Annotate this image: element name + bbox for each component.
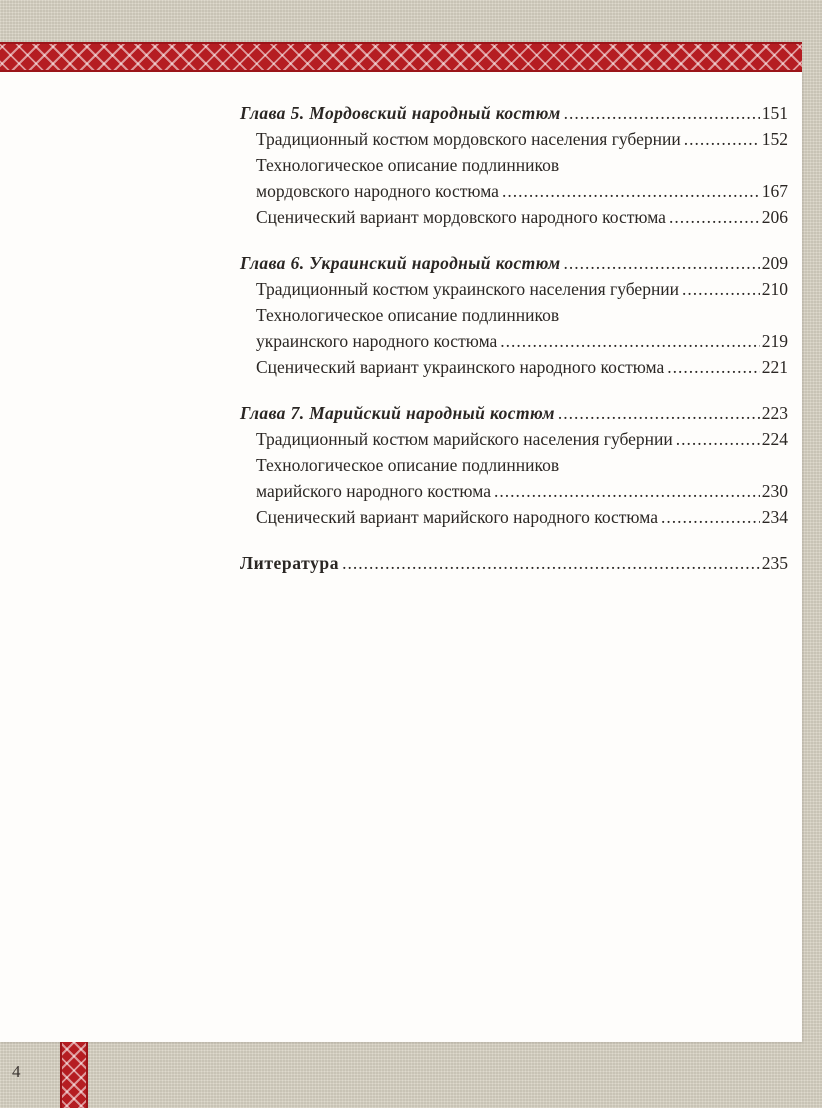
toc-entry[interactable]: [240, 426, 788, 452]
dot-leader: [564, 250, 760, 276]
toc-entry[interactable]: [240, 328, 788, 354]
dot-leader: [661, 504, 760, 530]
toc-literature[interactable]: [240, 550, 788, 576]
dot-leader: [502, 178, 760, 204]
page-ref: 224: [761, 429, 788, 449]
chapter-title: Глава 7. Марийский народный костюм: [240, 403, 555, 423]
page-ref: 219: [761, 331, 788, 351]
toc-entry[interactable]: [240, 178, 788, 204]
page-ref: 234: [761, 507, 788, 527]
entry-title: Сценический вариант марийского народного костюма: [256, 507, 658, 527]
chapter-title: Глава 5. Мордовский народный костюм: [240, 103, 561, 123]
page-number: 4: [12, 1062, 21, 1081]
chapter-block-5: [240, 100, 788, 230]
entry-title: Сценический вариант мордовского народного костюма: [256, 207, 666, 227]
bottom-ornament-band: [60, 1042, 88, 1108]
toc-entry[interactable]: [240, 204, 788, 230]
dot-leader: [669, 204, 760, 230]
dot-leader: [682, 276, 760, 302]
entry-title: Технологическое описание подлинников: [256, 455, 560, 475]
page-ref: 152: [761, 129, 788, 149]
page-ref: 235: [761, 553, 788, 573]
dot-leader: [342, 550, 760, 576]
page-ref: 209: [761, 253, 788, 273]
page-ref: 230: [761, 481, 788, 501]
toc-chapter-6[interactable]: [240, 250, 788, 276]
entry-title: Технологическое описание подлинников: [256, 305, 560, 325]
toc-entry-line[interactable]: [240, 302, 788, 328]
toc-entry[interactable]: [240, 354, 788, 380]
entry-title: Традиционный костюм украинского населения губернии: [256, 279, 680, 299]
entry-title: марийского народного костюма: [256, 481, 491, 501]
page-ref: 167: [761, 181, 788, 201]
chapter-title: Глава 6. Украинский народный костюм: [240, 253, 561, 273]
toc-entry[interactable]: [240, 126, 788, 152]
entry-title: Традиционный костюм марийского населения губернии: [256, 429, 673, 449]
entry-title: Технологическое описание подлинников: [256, 155, 560, 175]
page-ref: 206: [761, 207, 788, 227]
toc-entry-line[interactable]: [240, 152, 788, 178]
toc-entry[interactable]: [240, 478, 788, 504]
dot-leader: [500, 328, 759, 354]
dot-leader: [684, 126, 760, 152]
literature-title: Литература: [240, 553, 340, 573]
page-ref: 210: [761, 279, 788, 299]
entry-title: Сценический вариант украинского народного костюма: [256, 357, 665, 377]
page-ref: 221: [761, 357, 788, 377]
dot-leader: [564, 100, 760, 126]
toc-entry[interactable]: [240, 504, 788, 530]
toc-entry[interactable]: [240, 276, 788, 302]
table-of-contents: [240, 100, 788, 576]
dot-leader: [676, 426, 760, 452]
page-ref: 223: [761, 403, 788, 423]
dot-leader: [494, 478, 760, 504]
top-ornament-band: [0, 42, 802, 72]
entry-title: Традиционный костюм мордовского населения губернии: [256, 129, 681, 149]
toc-entry-line[interactable]: [240, 452, 788, 478]
dot-leader: [667, 354, 759, 380]
chapter-block-7: [240, 400, 788, 530]
entry-title: украинского народного костюма: [256, 331, 498, 351]
page-ref: 151: [761, 103, 788, 123]
toc-chapter-7[interactable]: [240, 400, 788, 426]
toc-chapter-5[interactable]: [240, 100, 788, 126]
chapter-block-6: [240, 250, 788, 380]
dot-leader: [558, 400, 760, 426]
entry-title: мордовского народного костюма: [256, 181, 499, 201]
